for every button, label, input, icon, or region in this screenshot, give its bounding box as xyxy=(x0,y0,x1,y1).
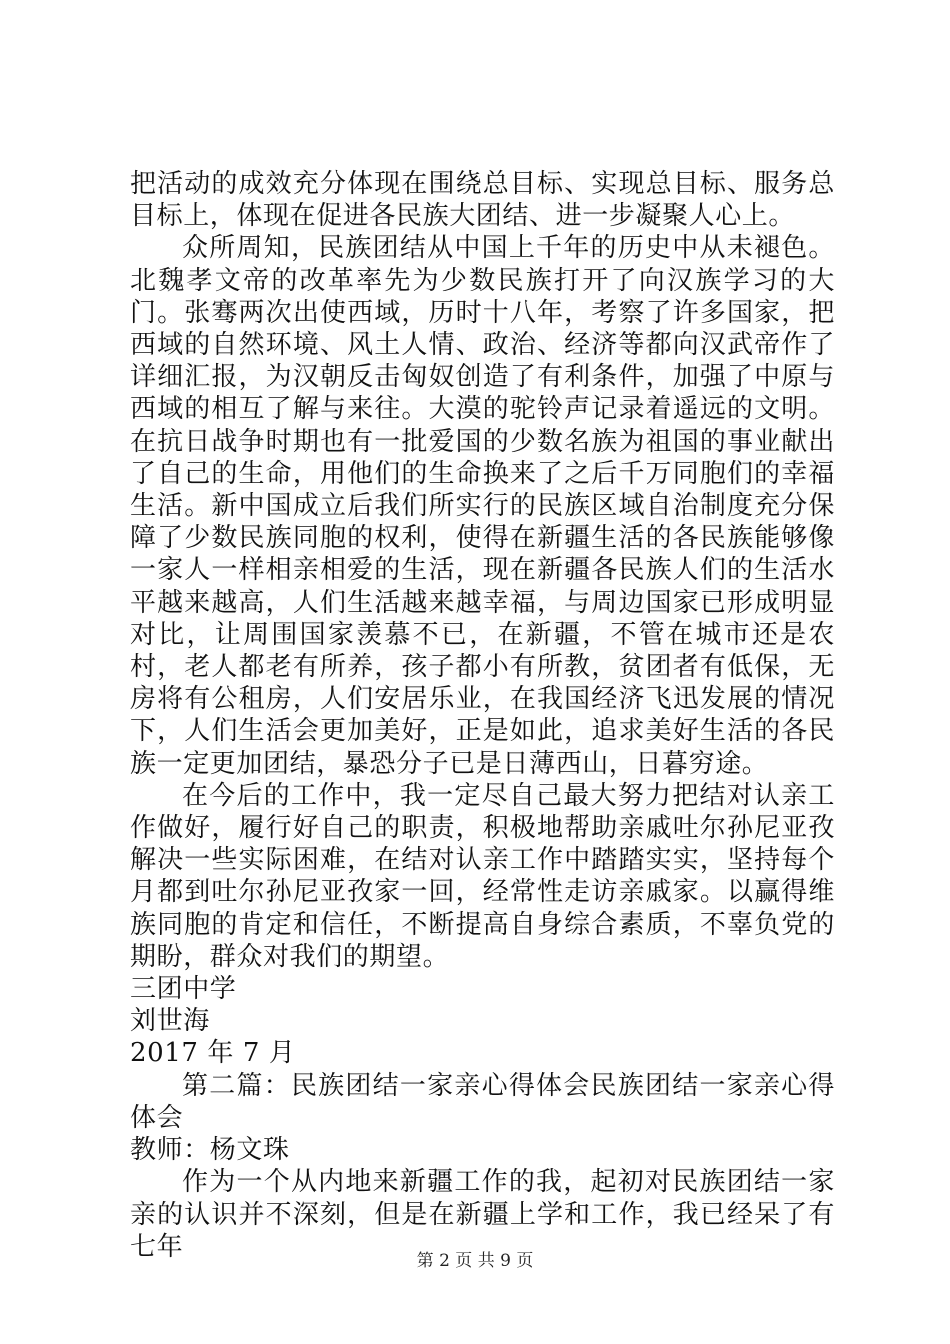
signature-name: 刘世海 xyxy=(130,1006,210,1037)
second-article-title: 第二篇：民族团结一家亲心得体会民族团结一家亲心得体会 xyxy=(130,1070,835,1133)
signature-date: 2017 年 7 月 xyxy=(130,1038,296,1069)
page-footer: 第 2 页 共 9 页 xyxy=(416,1251,534,1271)
paragraph-history: 众所周知，民族团结从中国上千年的历史中从未褪色。北魏孝文帝的改革率先为少数民族打开了向汉族学习的大门。张骞两次出使西域，历时十八年，考察了许多国家，把西域的自然环境、风土人情、政治、经济等都向汉武帝作了详细汇报，为汉朝反击匈奴创造了有利条件，加强了中原与西域的相互了解与来往。大漠的驼铃声记录着遥远的文明。在抗日战争时期也有一批爱国的少数名族为祖国的事业献出了自己的生命，用他们的生命换来了之后千万同胞们的幸福生活。新中国成立后我们所实行的民族区域自治制度充分保障了少数民族同胞的权利，使得在新疆生活的各民族能够像一家人一样相亲相爱的生活，现在新疆各民族人们的生活水平越来越高，人们生活越来越幸福，与周边国家已形成明显对比，让周围国家羡慕不已，在新疆，不管在城市还是农村，老人都老有所养，孩子都小有所教，贫团者有低保，无房将有公租房，人们安居乐业，在我国经济飞迅发展的情况下，人们生活会更加美好，正是如此，追求美好生活的各民族一定更加团结，暴恐分子已是日薄西山，日暮穷途。 xyxy=(130,233,835,779)
signature-school: 三团中学 xyxy=(130,974,237,1005)
paragraph-future-work: 在今后的工作中，我一定尽自己最大努力把结对认亲工作做好，履行好自己的职责，积极地帮助亲戚吐尔孙尼亚孜解决一些实际困难，在结对认亲工作中踏踏实实，坚持每个月都到吐尔孙尼亚孜家一回，经常性走访亲戚家。以赢得维族同胞的肯定和信任，不断提高自身综合素质，不辜负党的期盼，群众对我们的期望。 xyxy=(130,780,835,972)
paragraph-continuation: 把活动的成效充分体现在围绕总目标、实现总目标、服务总目标上，体现在促进各民族大团结、进一步凝聚人心上。 xyxy=(130,169,835,232)
second-article-author: 教师：杨文珠 xyxy=(130,1135,290,1166)
second-article-opening: 作为一个从内地来新疆工作的我，起初对民族团结一家亲的认识并不深刻，但是在新疆上学和工作，我已经呆了有七年 xyxy=(130,1167,835,1262)
document-body xyxy=(130,168,835,1263)
